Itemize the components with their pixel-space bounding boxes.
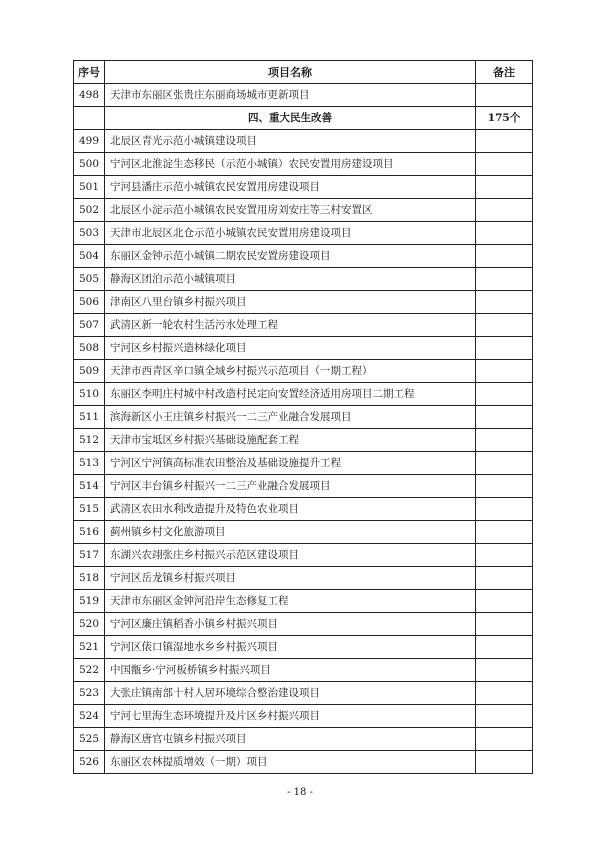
table-row [74, 751, 533, 774]
section-count: 175个 [476, 107, 533, 130]
row-remarks [476, 659, 533, 682]
table-row [74, 406, 533, 429]
row-remarks [476, 682, 533, 705]
row-project-name: 东丽区农林提质增效（一期）项目 [105, 751, 476, 774]
row-remarks [476, 521, 533, 544]
row-remarks [476, 153, 533, 176]
row-project-name: 宁河县潘庄示范小城镇农民安置用房建设项目 [105, 176, 476, 199]
row-serial-number: 517 [74, 544, 105, 567]
row-remarks [476, 636, 533, 659]
row-project-name: 天津市北辰区北仓示范小城镇农民安置用房建设项目 [105, 222, 476, 245]
row-project-name: 北辰区青光示范小城镇建设项目 [105, 130, 476, 153]
row-serial-number: 512 [74, 429, 105, 452]
table-row [74, 613, 533, 636]
row-remarks [476, 337, 533, 360]
row-project-name: 武清区新一轮农村生活污水处理工程 [105, 314, 476, 337]
row-serial-number: 526 [74, 751, 105, 774]
table-row [74, 337, 533, 360]
row-serial-number: 503 [74, 222, 105, 245]
row-remarks [476, 199, 533, 222]
row-project-name: 东湖兴农翊张庄乡村振兴示范区建设项目 [105, 544, 476, 567]
row-remarks [476, 613, 533, 636]
row-remarks [476, 751, 533, 774]
row-serial-number: 502 [74, 199, 105, 222]
row-remarks [476, 429, 533, 452]
row-serial-number: 521 [74, 636, 105, 659]
table-row [74, 659, 533, 682]
row-remarks [476, 406, 533, 429]
table-row [74, 544, 533, 567]
table-row [74, 245, 533, 268]
row-serial-number: 509 [74, 360, 105, 383]
row-serial-number: 515 [74, 498, 105, 521]
row-project-name: 蓟州镇乡村文化旅游项目 [105, 521, 476, 544]
table-row [74, 590, 533, 613]
row-project-name: 东丽区李明庄村城中村改造村民定向安置经济适用房项目二期工程 [105, 383, 476, 406]
row-project-name: 武清区农田水利改造提升及特色农业项目 [105, 498, 476, 521]
table-row [74, 360, 533, 383]
page-number: - 18 - [287, 787, 313, 798]
table-row [74, 130, 533, 153]
table-row [74, 84, 533, 107]
row-serial-number: 508 [74, 337, 105, 360]
table-row [74, 314, 533, 337]
section-title: 四、重大民生改善 [105, 107, 476, 130]
table-row [74, 498, 533, 521]
row-remarks [476, 475, 533, 498]
row-remarks [476, 291, 533, 314]
row-remarks [476, 498, 533, 521]
row-serial-number: 524 [74, 705, 105, 728]
table-row [74, 176, 533, 199]
row-project-name: 宁河区岳龙镇乡村振兴项目 [105, 567, 476, 590]
row-remarks [476, 222, 533, 245]
row-project-name: 天津市东丽区金钟河沿岸生态修复工程 [105, 590, 476, 613]
table-row [74, 153, 533, 176]
table-row [74, 521, 533, 544]
table-row [74, 682, 533, 705]
header-project-name: 项目名称 [105, 61, 476, 84]
row-project-name: 宁河区乡村振兴造林绿化项目 [105, 337, 476, 360]
row-remarks [476, 314, 533, 337]
row-project-name: 天津市东丽区张贵庄东丽商场城市更新项目 [105, 84, 476, 107]
table-header-row [74, 61, 533, 84]
row-remarks [476, 245, 533, 268]
row-remarks [476, 567, 533, 590]
row-serial-number: 522 [74, 659, 105, 682]
project-table [73, 60, 533, 774]
table-row [74, 567, 533, 590]
row-project-name: 中国甑乡·宁河板桥镇乡村振兴项目 [105, 659, 476, 682]
row-remarks [476, 705, 533, 728]
row-serial-number: 516 [74, 521, 105, 544]
row-remarks [476, 728, 533, 751]
row-serial-number: 510 [74, 383, 105, 406]
table-row [74, 291, 533, 314]
row-project-name: 静海区团泊示范小城镇项目 [105, 268, 476, 291]
table-row [74, 268, 533, 291]
row-serial-number: 501 [74, 176, 105, 199]
row-remarks [476, 84, 533, 107]
row-serial-number: 504 [74, 245, 105, 268]
row-serial-number: 520 [74, 613, 105, 636]
row-project-name: 天津市宝坻区乡村振兴基础设施配套工程 [105, 429, 476, 452]
table-row [74, 429, 533, 452]
row-serial-number: 518 [74, 567, 105, 590]
header-remarks: 备注 [476, 61, 533, 84]
section-serial-number [74, 107, 105, 130]
table-row [74, 475, 533, 498]
row-serial-number: 513 [74, 452, 105, 475]
row-project-name: 宁河区北淮淀生态移民（示范小城镇）农民安置用房建设项目 [105, 153, 476, 176]
row-remarks [476, 268, 533, 291]
row-remarks [476, 130, 533, 153]
row-serial-number: 511 [74, 406, 105, 429]
row-serial-number: 499 [74, 130, 105, 153]
table-row [74, 705, 533, 728]
row-project-name: 宁河七里海生态环境提升及片区乡村振兴项目 [105, 705, 476, 728]
row-project-name: 滨海新区小王庄镇乡村振兴一二三产业融合发展项目 [105, 406, 476, 429]
row-remarks [476, 176, 533, 199]
table-row [74, 636, 533, 659]
table-row [74, 728, 533, 751]
row-serial-number: 525 [74, 728, 105, 751]
row-project-name: 宁河区宁河镇高标准农田整治及基础设施提升工程 [105, 452, 476, 475]
row-project-name: 津南区八里台镇乡村振兴项目 [105, 291, 476, 314]
row-project-name: 静海区唐官屯镇乡村振兴项目 [105, 728, 476, 751]
table-row [74, 452, 533, 475]
row-remarks [476, 590, 533, 613]
row-project-name: 天津市西青区辛口镇全域乡村振兴示范项目（一期工程） [105, 360, 476, 383]
row-project-name: 宁河区廉庄镇稻香小镇乡村振兴项目 [105, 613, 476, 636]
row-serial-number: 507 [74, 314, 105, 337]
row-serial-number: 498 [74, 84, 105, 107]
table-row [74, 199, 533, 222]
row-serial-number: 505 [74, 268, 105, 291]
header-serial-number: 序号 [74, 61, 105, 84]
table-row [74, 383, 533, 406]
row-serial-number: 514 [74, 475, 105, 498]
row-serial-number: 523 [74, 682, 105, 705]
row-project-name: 东丽区金钟示范小城镇二期农民安置房建设项目 [105, 245, 476, 268]
row-remarks [476, 544, 533, 567]
row-serial-number: 506 [74, 291, 105, 314]
table-row [74, 222, 533, 245]
row-project-name: 大张庄镇南部十村人居环境综合整治建设项目 [105, 682, 476, 705]
row-remarks [476, 383, 533, 406]
section-header-row [74, 107, 533, 130]
row-serial-number: 500 [74, 153, 105, 176]
row-remarks [476, 360, 533, 383]
row-project-name: 宁河区丰台镇乡村振兴一二三产业融合发展项目 [105, 475, 476, 498]
row-project-name: 宁河区俵口镇湿地水乡乡村振兴项目 [105, 636, 476, 659]
row-project-name: 北辰区小淀示范小城镇农民安置用房刘安庄等三村安置区 [105, 199, 476, 222]
row-remarks [476, 452, 533, 475]
row-serial-number: 519 [74, 590, 105, 613]
